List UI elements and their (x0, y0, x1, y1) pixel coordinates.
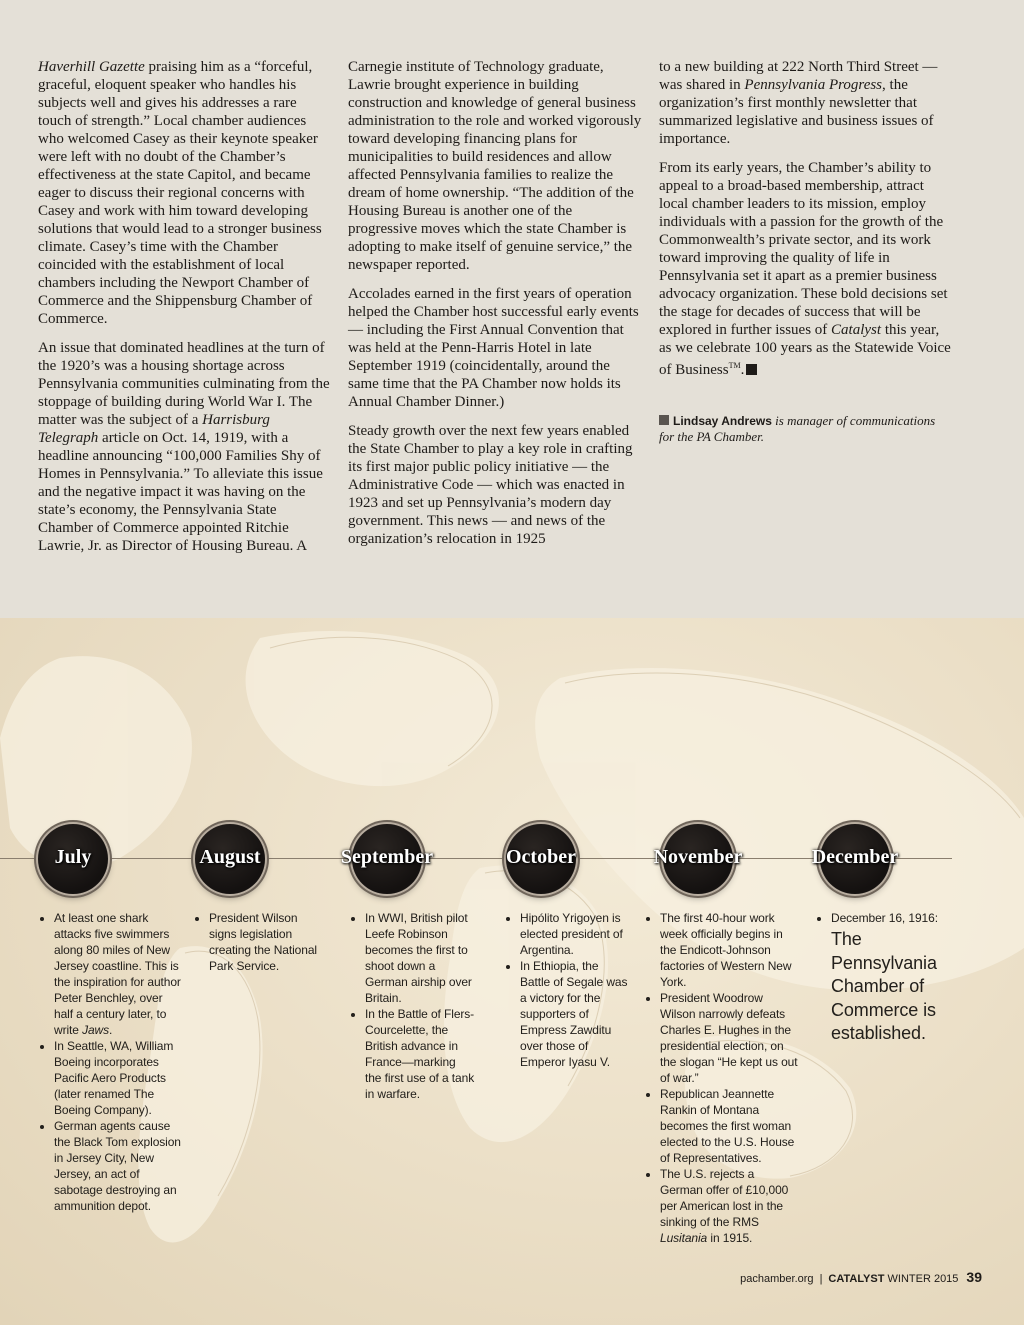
author-byline (659, 413, 951, 445)
author-role: is manager of communications for the PA Chamber. (659, 413, 936, 444)
publication-name: Catalyst (831, 322, 882, 338)
article-paragraph: Accolades earned in the first years of operation helped the Chamber host successful early events — including the First Annual Convention that was held at the Penn-Harris Hotel in late September 1919 (coincidentally, around the same time that the PA Chamber now holds its Annual Chamber Dinner.) (348, 286, 639, 410)
paragraph-text: to a new building at 222 North Third Street — was shared in (659, 59, 938, 93)
month-label-september: September (340, 846, 434, 868)
event-item: • In WWI, British pilot Leefe Robinson becomes the first to shoot down a German airship over Britain. (365, 910, 475, 1006)
paragraph-text: article on Oct. 14, 1919, with a headline announcing “100,000 Families Shy of Homes in Pennsylvania.” To alleviate this issue and the negative impact it was having on the state’s economy, the Pennsylvania State Chamber of Commerce appointed Ritchie Lawrie, Jr. as Director of Housing Bureau. A (38, 430, 323, 554)
footer-separator: | (819, 1273, 823, 1285)
ship-name: Lusitania (660, 1231, 708, 1245)
event-item: • In Seattle, WA, William Boeing incorporates Pacific Aero Products (later renamed The Boeing Company). (54, 1038, 182, 1118)
article-paragraph (659, 159, 951, 379)
magazine-name: CATALYST (828, 1273, 885, 1285)
chamber-established-text: The Pennsylvania Chamber of Commerce is established. (831, 929, 937, 1043)
month-label-december: December (811, 846, 899, 868)
trademark-mark: TM (728, 361, 741, 370)
events-list-august (193, 910, 319, 974)
article-paragraph (38, 58, 330, 328)
article-paragraph (659, 58, 951, 148)
square-bullet-icon (659, 415, 669, 425)
article-paragraph (38, 339, 330, 555)
events-list-july (38, 910, 182, 1214)
paragraph-text: this year, as we celebrate 100 years as the Statewide Voice of Business (659, 322, 951, 378)
article-column-2 (348, 58, 643, 559)
paragraph-text: , the organization’s first monthly newsletter that summarized legislative and business issues of importance. (659, 77, 934, 147)
event-item: • At least one shark attacks five swimmers along 80 miles of New Jersey coastline. This is the inspiration for author Peter Benchley, over half a century later, to write Jaws. (54, 910, 182, 1038)
event-item: • The U.S. rejects a German offer of £10,000 per American lost in the sinking of the RMS Lusitania in 1915. (660, 1166, 798, 1246)
publication-name: Pennsylvania Progress (744, 77, 883, 93)
event-item: • The first 40-hour work week officially begins in the Endicott-Johnson factories of Western New York. (660, 910, 798, 990)
paragraph-text: From its early years, the Chamber’s ability to appeal to a broad-based membership, attract local chamber leaders to its mission, employ individuals with a passion for the growth of the Commonwealth’s private sector, and its work toward improving the quality of life in Pennsylvania set it apart as a premier business advocacy organization. These bold decisions set the stage for decades of success that will be explored in further issues of (659, 160, 948, 338)
page-footer (740, 1269, 982, 1285)
article-column-1 (38, 58, 330, 566)
publication-name: Haverhill Gazette (38, 59, 145, 75)
paragraph-text: praising him as a “forceful, graceful, eloquent speaker who handles his subjects well and gives his addresses a rare touch of strength.” Local chamber audiences who welcomed Casey as their keynote speaker were left with no doubt of the Chamber’s effectiveness at the state Capitol, and became eager to discuss their regional concerns with Casey and work with him toward developing solutions that would lead to a stronger business climate. Casey’s time with the Chamber coincided with the establishment of local chambers including the Newport Chamber of Commerce and the Shippensburg Chamber of Commerce. (38, 59, 322, 327)
month-label-july: July (54, 846, 92, 868)
event-item: • German agents cause the Black Tom explosion in Jersey City, New Jersey, an act of sabotage destroying an ammunition depot. (54, 1118, 182, 1214)
article-column-3 (659, 58, 951, 445)
publication-name: Harrisburg Telegraph (38, 412, 270, 446)
month-label-november: November (653, 846, 743, 868)
page-number: 39 (966, 1269, 982, 1285)
website-url[interactable]: pachamber.org (740, 1273, 814, 1285)
paragraph-text: . (740, 362, 745, 378)
end-of-article-icon (746, 364, 757, 375)
event-date: December 16, 1916: (831, 911, 938, 925)
event-item (831, 910, 959, 1046)
author-name: Lindsay Andrews (673, 414, 772, 428)
article-paragraph: Carnegie institute of Technology graduate, Lawrie brought experience in building construction and knowledge of general business administration to the role and worked vigorously toward developing financing plans for municipalities to build residences and allow affected Pennsylvania families to realize the dream of home ownership. “The addition of the Housing Bureau is another one of the progressive moves which the state Chamber is adopting to make itself of genuine service,” the newspaper reported. (348, 59, 642, 273)
month-label-october: October (506, 846, 576, 868)
event-item: • In Ethiopia, the Battle of Segale was a victory for the supporters of Empress Zawditu over those of Emperor Iyasu V. (520, 958, 628, 1070)
article-paragraph: Steady growth over the next few years enabled the State Chamber to play a key role in crafting its first major public policy initiative — the Administrative Code — which was enacted in 1923 and set up Pennsylvania’s modern day government. This news — and news of the organization’s relocation in 1925 (348, 423, 633, 547)
events-list-september (349, 910, 475, 1102)
event-item: • Hipólito Yrigoyen is elected president of Argentina. (520, 910, 628, 958)
event-item: • President Woodrow Wilson narrowly defeats Charles E. Hughes in the presidential election, on the slogan “He kept us out of war.” (660, 990, 798, 1086)
event-item: • In the Battle of Flers-Courcelette, the British advance in France—marking the first use of a tank in warfare. (365, 1006, 475, 1102)
book-title: Jaws (82, 1023, 110, 1037)
issue-label: WINTER 2015 (884, 1273, 959, 1285)
event-item: • Republican Jeannette Rankin of Montana becomes the first woman elected to the U.S. House of Representatives. (660, 1086, 798, 1166)
events-list-november (644, 910, 798, 1246)
month-label-august: August (199, 846, 261, 868)
paragraph-text: An issue that dominated headlines at the turn of the 1920’s was a housing shortage across Pennsylvania communities culminating from the stoppage of building during World War I. The matter was the subject of a (38, 340, 330, 428)
event-item: • President Wilson signs legislation creating the National Park Service. (209, 910, 319, 974)
events-list-october (504, 910, 628, 1070)
events-list-december (815, 910, 959, 1046)
